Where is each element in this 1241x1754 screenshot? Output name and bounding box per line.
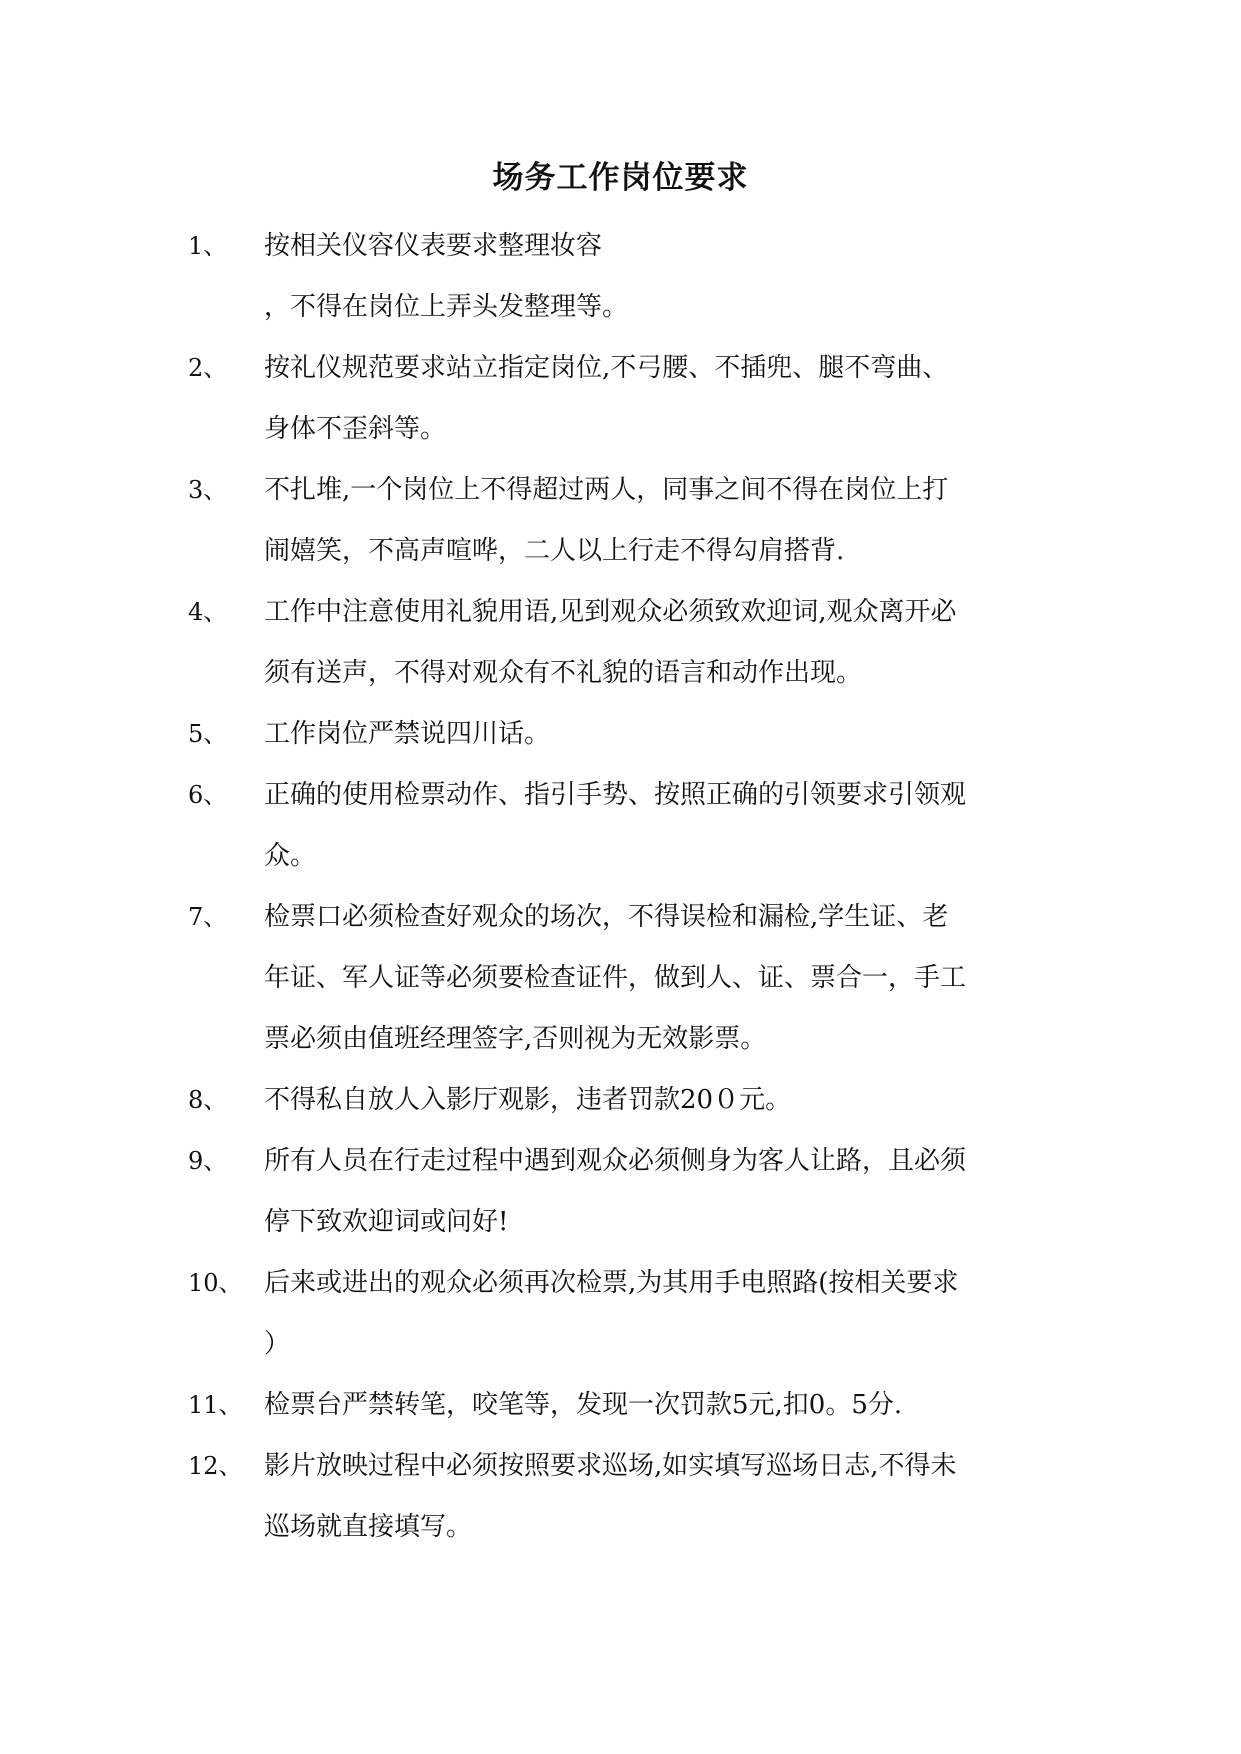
item-text-line: 按相关仪容仪表要求整理妆容: [264, 231, 603, 261]
item-text: [264, 216, 1064, 338]
item-number: 12、: [188, 1452, 243, 1480]
list-item: [0, 582, 1241, 704]
page-title: 场务工作岗位要求: [492, 160, 749, 196]
item-number: 5、: [188, 720, 228, 748]
item-number: 7、: [188, 903, 228, 931]
list-item: [0, 1131, 1241, 1253]
list-item: [0, 216, 1241, 338]
item-text-line: 停下致欢迎词或问好!: [264, 1207, 509, 1237]
item-text-line: 巡场就直接填写。: [264, 1512, 473, 1542]
item-text-line: 按礼仪规范要求站立指定岗位,不弓腰、不插兜、腿不弯曲、: [264, 353, 949, 383]
item-text-line: 不得私自放人入影厅观影，违者罚款20０元。: [264, 1085, 792, 1115]
item-text: [264, 1070, 1064, 1131]
item-text: [264, 704, 1064, 765]
item-number: 8、: [188, 1086, 228, 1114]
item-number: 2、: [188, 354, 228, 382]
list-item: [0, 1436, 1241, 1558]
item-text-line: 身体不歪斜等。: [264, 414, 447, 444]
item-text-line: 检票台严禁转笔，咬笔等，发现一次罚款5元,扣0。5分.: [264, 1390, 903, 1420]
item-text-line: 闹嬉笑，不高声喧哗，二人以上行走不得勾肩搭背.: [264, 536, 845, 566]
item-text-line: 正确的使用检票动作、指引手势、按照正确的引领要求引领观: [264, 780, 967, 810]
item-text-line: 后来或进出的观众必须再次检票,为其用手电照路(按相关要求: [264, 1268, 959, 1298]
item-number: 3、: [188, 476, 228, 504]
item-text-line: 工作中注意使用礼貌用语,见到观众必须致欢迎词,观众离开必: [264, 597, 957, 627]
item-text-line: 影片放映过程中必须按照要求巡场,如实填写巡场日志,不得未: [264, 1451, 957, 1481]
list-item: [0, 1070, 1241, 1131]
item-text: [264, 1436, 1064, 1558]
list-item: [0, 704, 1241, 765]
list-item: [0, 765, 1241, 887]
list-item: [0, 1375, 1241, 1436]
item-text: [264, 338, 1064, 460]
item-text: [264, 1131, 1064, 1253]
item-text-line: 年证、军人证等必须要检查证件，做到人、证、票合一，手工: [264, 963, 967, 993]
list-item: [0, 338, 1241, 460]
item-text-line: 检票口必须检查好观众的场次，不得误检和漏检,学生证、老: [264, 902, 949, 932]
item-text-line: ，不得在岗位上弄头发整理等。: [264, 292, 629, 322]
item-text-line: 所有人员在行走过程中遇到观众必须侧身为客人让路，且必须: [264, 1146, 967, 1176]
item-text-line: 票必须由值班经理签字,否则视为无效影票。: [264, 1024, 767, 1054]
item-number: 11、: [188, 1391, 243, 1419]
item-text: [264, 460, 1064, 582]
item-text-line: 众。: [264, 841, 317, 871]
item-number: 4、: [188, 598, 228, 626]
item-text: [264, 582, 1064, 704]
item-number: 9、: [188, 1147, 228, 1175]
item-text-line: 不扎堆,一个岗位上不得超过两人，同事之间不得在岗位上打: [264, 475, 949, 505]
item-text-line: ）: [264, 1329, 291, 1359]
list-item: [0, 460, 1241, 582]
item-text-line: 工作岗位严禁说四川话。: [264, 719, 551, 749]
requirements-list: [0, 216, 1241, 1558]
item-text-line: 须有送声，不得对观众有不礼貌的语言和动作出现。: [264, 658, 863, 688]
list-item: [0, 1253, 1241, 1375]
item-text: [264, 1253, 1064, 1375]
item-number: 1、: [188, 232, 228, 260]
item-number: 10、: [188, 1269, 243, 1297]
item-text: [264, 765, 1064, 887]
list-item: [0, 887, 1241, 1070]
item-text: [264, 1375, 1064, 1436]
item-number: 6、: [188, 781, 228, 809]
item-text: [264, 887, 1064, 1070]
